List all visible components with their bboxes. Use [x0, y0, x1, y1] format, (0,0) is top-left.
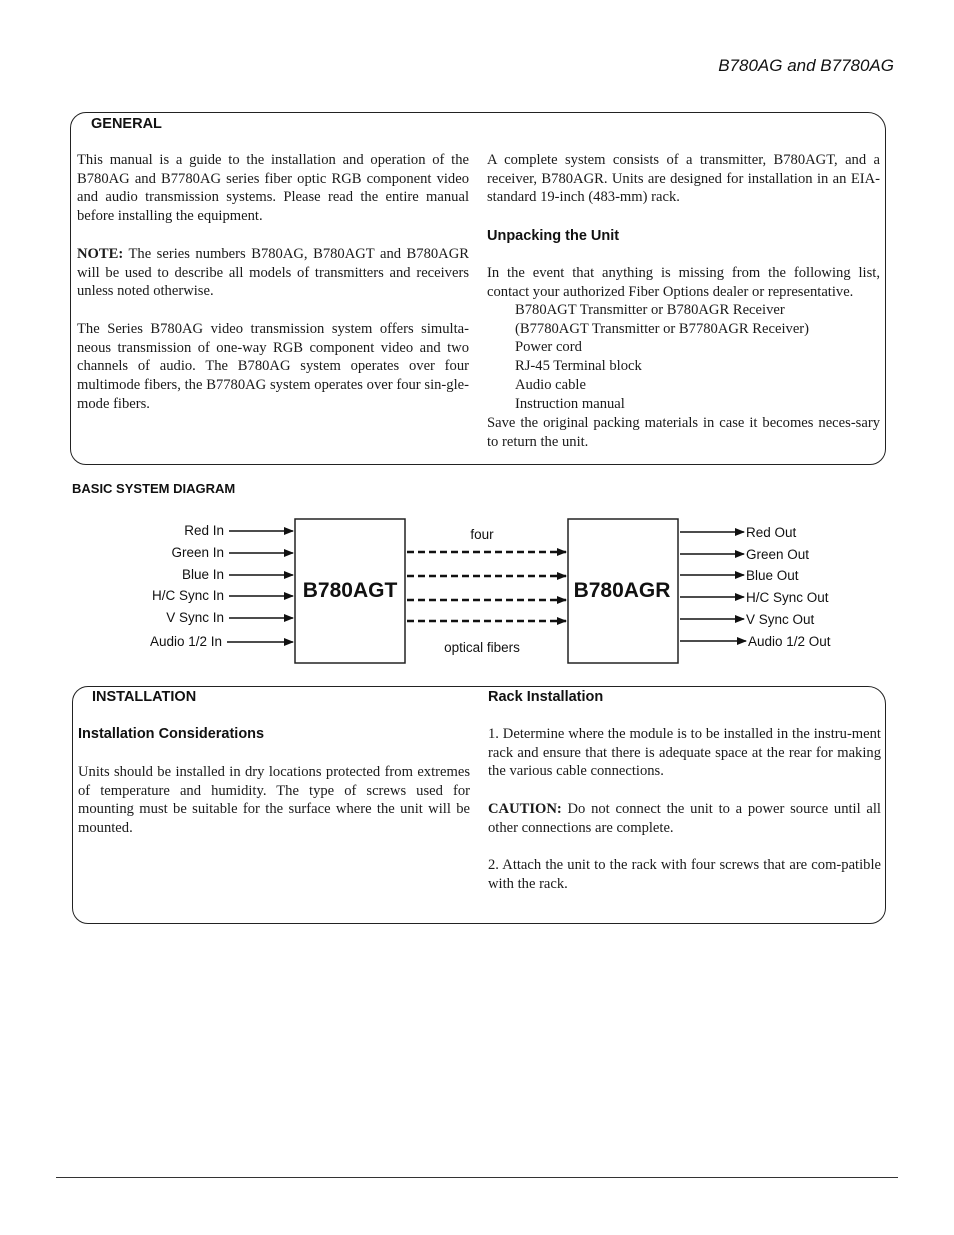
- installation-considerations-title: Installation Considerations: [78, 726, 265, 742]
- output-label: H/C Sync Out: [746, 590, 829, 605]
- installation-section-title: INSTALLATION: [92, 689, 197, 705]
- general-complete-system-paragraph: A complete system consists of a transmitter, B780AGT, and a receiver, B780AGR. Units are designed for installation in an EIA-standard 19-inch (483-mm) rack.: [487, 152, 880, 206]
- output-label: Audio 1/2 Out: [748, 634, 831, 649]
- rack-installation-title: Rack Installation: [488, 689, 604, 705]
- output-label: Green Out: [746, 547, 810, 562]
- input-label: H/C Sync In: [151, 588, 224, 603]
- fiber-label-bottom: optical fibers: [444, 640, 520, 655]
- document-header-title: B780AG and B7780AG: [718, 56, 894, 75]
- fiber-label-top: four: [470, 527, 494, 542]
- list-item: (B7780AGT Transmitter or B7780AGR Receiver): [515, 320, 810, 337]
- receiver-label: B780AGR: [573, 579, 671, 602]
- rack-step-2: 2. Attach the unit to the rack with four screws that are com-patible with the rack.: [488, 857, 881, 892]
- input-label: Audio 1/2 In: [149, 634, 222, 649]
- caution-paragraph: [488, 800, 881, 837]
- note-label: NOTE:: [77, 246, 124, 262]
- output-label: Red Out: [746, 525, 797, 540]
- unpacking-item-list: [515, 301, 809, 413]
- caution-label: CAUTION:: [488, 801, 562, 817]
- footer-divider: [56, 1177, 898, 1178]
- general-section-title: GENERAL: [91, 116, 162, 132]
- input-label: Red In: [184, 523, 224, 538]
- list-item: Power cord: [515, 339, 582, 356]
- unpacking-intro-paragraph: In the event that anything is missing from the following list, contact your authorized Fiber Options dealer or representative.: [487, 265, 880, 300]
- note-text: The series numbers B780AG, B780AGT and B780AGR will be used to describe all models of transmitters and receivers unless noted otherwise.: [77, 246, 469, 300]
- list-item: B780AGT Transmitter or B780AGR Receiver: [515, 302, 785, 318]
- unpacking-title: Unpacking the Unit: [487, 228, 620, 244]
- diagram-title: BASIC SYSTEM DIAGRAM: [72, 481, 236, 496]
- list-item: Audio cable: [515, 376, 586, 393]
- general-note-paragraph: [77, 245, 469, 301]
- installation-considerations-paragraph: Units should be installed in dry locations protected from extremes of temperature and humidity. The type of screws used for mounting must be suitable for the surface where the unit will be mounted.: [78, 764, 470, 837]
- output-label: Blue Out: [746, 568, 799, 583]
- transmitter-label: B780AGT: [302, 579, 398, 602]
- input-label: Green In: [171, 545, 224, 560]
- input-label: Blue In: [181, 567, 224, 582]
- input-label: V Sync In: [166, 610, 224, 625]
- general-system-paragraph: The Series B780AG video transmission system offers simulta-neous transmission of one-way RGB component video and two channels of audio. The B780AG system operates over four multimode fibers, the B7780AG system operates over four sin-gle-mode fibers.: [77, 321, 469, 412]
- rack-step-1: 1. Determine where the module is to be installed in the instru-ment rack and ensure that there is adequate space at the rear for making the various cable connections.: [488, 726, 881, 780]
- save-packing-paragraph: Save the original packing materials in case it becomes neces-sary to return the unit.: [487, 415, 880, 450]
- list-item: Instruction manual: [515, 395, 625, 412]
- list-item: RJ-45 Terminal block: [515, 358, 642, 375]
- general-intro-paragraph: This manual is a guide to the installation and operation of the B780AG and B7780AG series fiber optic RGB component video and audio transmission systems. Please read the entire manual before installing the equipment.: [77, 152, 469, 225]
- output-label: V Sync Out: [746, 612, 815, 627]
- transmitter-box: [295, 519, 405, 663]
- receiver-box: [568, 519, 678, 663]
- caution-text: Do not connect the unit to a power source until all other connections are complete.: [488, 801, 881, 836]
